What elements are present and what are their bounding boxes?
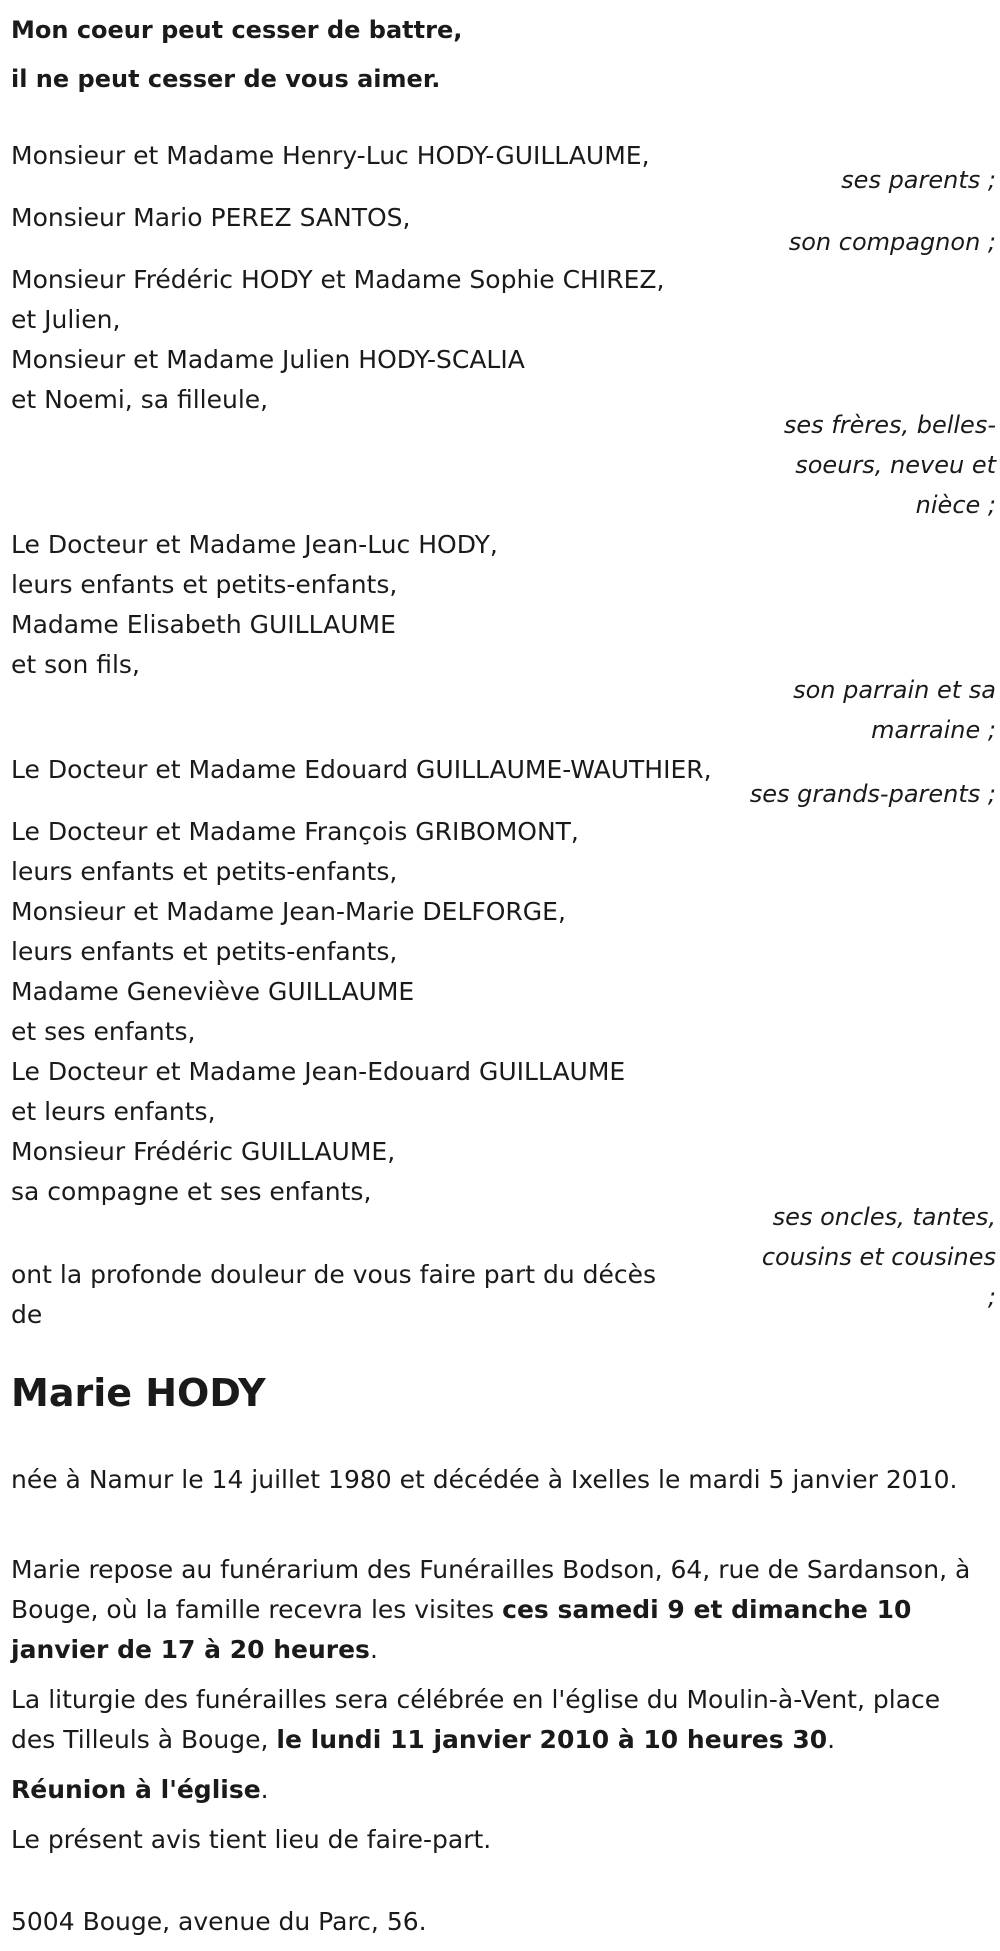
family-line: et ses enfants,: [11, 1017, 196, 1046]
meeting-text: Réunion à l'église: [11, 1775, 261, 1804]
motto-line: Mon coeur peut cesser de battre,: [11, 16, 463, 44]
deceased-name: Marie HODY: [11, 1371, 266, 1415]
family-line: Le Docteur et Madame Jean-Luc HODY,: [11, 530, 498, 559]
visits-paragraph: [11, 1550, 971, 1670]
motto: [11, 6, 462, 104]
visits-end: .: [369, 1635, 378, 1664]
family-line: leurs enfants et petits-enfants,: [11, 570, 398, 599]
role-line: ses grands-parents ;: [749, 780, 996, 808]
family-line: Monsieur et Madame Henry-Luc HODY-GUILLAUME,: [11, 141, 650, 170]
role-line: marraine ;: [871, 716, 996, 744]
meeting-paragraph: [11, 1770, 971, 1810]
role-companion: [746, 222, 996, 262]
companion-block: [11, 198, 771, 238]
motto-line: il ne peut cesser de vous aimer.: [11, 65, 441, 93]
family-line: et Noemi, sa filleule,: [11, 385, 269, 414]
announcement-line: ont la profonde douleur de vous faire part du décès: [11, 1260, 657, 1289]
role-line: cousins et cousines: [761, 1243, 996, 1271]
family-line: leurs enfants et petits-enfants,: [11, 857, 398, 886]
role-line: son compagnon ;: [788, 228, 996, 256]
liturgy-end: .: [827, 1725, 836, 1754]
family-line: Monsieur Mario PEREZ SANTOS,: [11, 203, 411, 232]
family-line: et son fils,: [11, 650, 140, 679]
family-line: Le Docteur et Madame Edouard GUILLAUME-WAUTHIER,: [11, 755, 712, 784]
meeting-end: .: [260, 1775, 269, 1804]
announcement-block: [11, 1255, 771, 1335]
godparents-block: [11, 525, 771, 685]
role-line: ses frères, belles-: [783, 411, 996, 439]
role-line: ;: [987, 1283, 996, 1311]
notice-paragraph: Le présent avis tient lieu de faire-part.: [11, 1825, 492, 1854]
liturgy-paragraph: [11, 1680, 971, 1760]
role-line: soeurs, neveu et: [795, 451, 996, 479]
family-line: Madame Geneviève GUILLAUME: [11, 977, 415, 1006]
role-godparents: [746, 670, 996, 750]
family-line: et leurs enfants,: [11, 1097, 216, 1126]
role-line: ses oncles, tantes,: [772, 1203, 996, 1231]
family-line: Le Docteur et Madame François GRIBOMONT,: [11, 817, 579, 846]
role-line: son parrain et sa: [793, 676, 996, 704]
visits-dates: ces samedi 9 et dimanche 10 janvier de 17 à 20 heures: [11, 1595, 912, 1664]
siblings-block: [11, 260, 771, 420]
family-line: et Julien,: [11, 305, 121, 334]
family-line: leurs enfants et petits-enfants,: [11, 937, 398, 966]
liturgy-date: le lundi 11 janvier 2010 à 10 heures 30: [276, 1725, 828, 1754]
address: 5004 Bouge, avenue du Parc, 56.: [11, 1907, 427, 1936]
visits-text: Marie repose au funérarium des Funérailles Bodson, 64, rue de Sardanson, à Bouge, où la famille recevra les visites: [11, 1555, 971, 1624]
role-line: ses parents ;: [841, 166, 996, 194]
role-line: nièce ;: [915, 491, 996, 519]
family-line: Monsieur Frédéric GUILLAUME,: [11, 1137, 396, 1166]
family-line: Madame Elisabeth GUILLAUME: [11, 610, 396, 639]
role-parents: [746, 160, 996, 200]
birth-paragraph: née à Namur le 14 juillet 1980 et décédée à Ixelles le mardi 5 janvier 2010.: [11, 1465, 958, 1494]
role-siblings: [746, 405, 996, 525]
family-line: sa compagne et ses enfants,: [11, 1177, 372, 1206]
parents-block: [11, 136, 771, 176]
family-line: Monsieur et Madame Julien HODY-SCALIA: [11, 345, 525, 374]
announcement-line: de: [11, 1300, 43, 1329]
family-line: Le Docteur et Madame Jean-Edouard GUILLAUME: [11, 1057, 626, 1086]
family-line: Monsieur Frédéric HODY et Madame Sophie CHIREZ,: [11, 265, 665, 294]
role-grandparents: [746, 774, 996, 814]
grandparents-block: [11, 750, 771, 790]
role-relatives: [746, 1197, 996, 1317]
liturgy-text: La liturgie des funérailles sera célébrée en l'église du Moulin-à-Vent, place des Tilleuls à Bouge,: [11, 1685, 941, 1754]
family-line: Monsieur et Madame Jean-Marie DELFORGE,: [11, 897, 566, 926]
relatives-block: [11, 812, 771, 1212]
